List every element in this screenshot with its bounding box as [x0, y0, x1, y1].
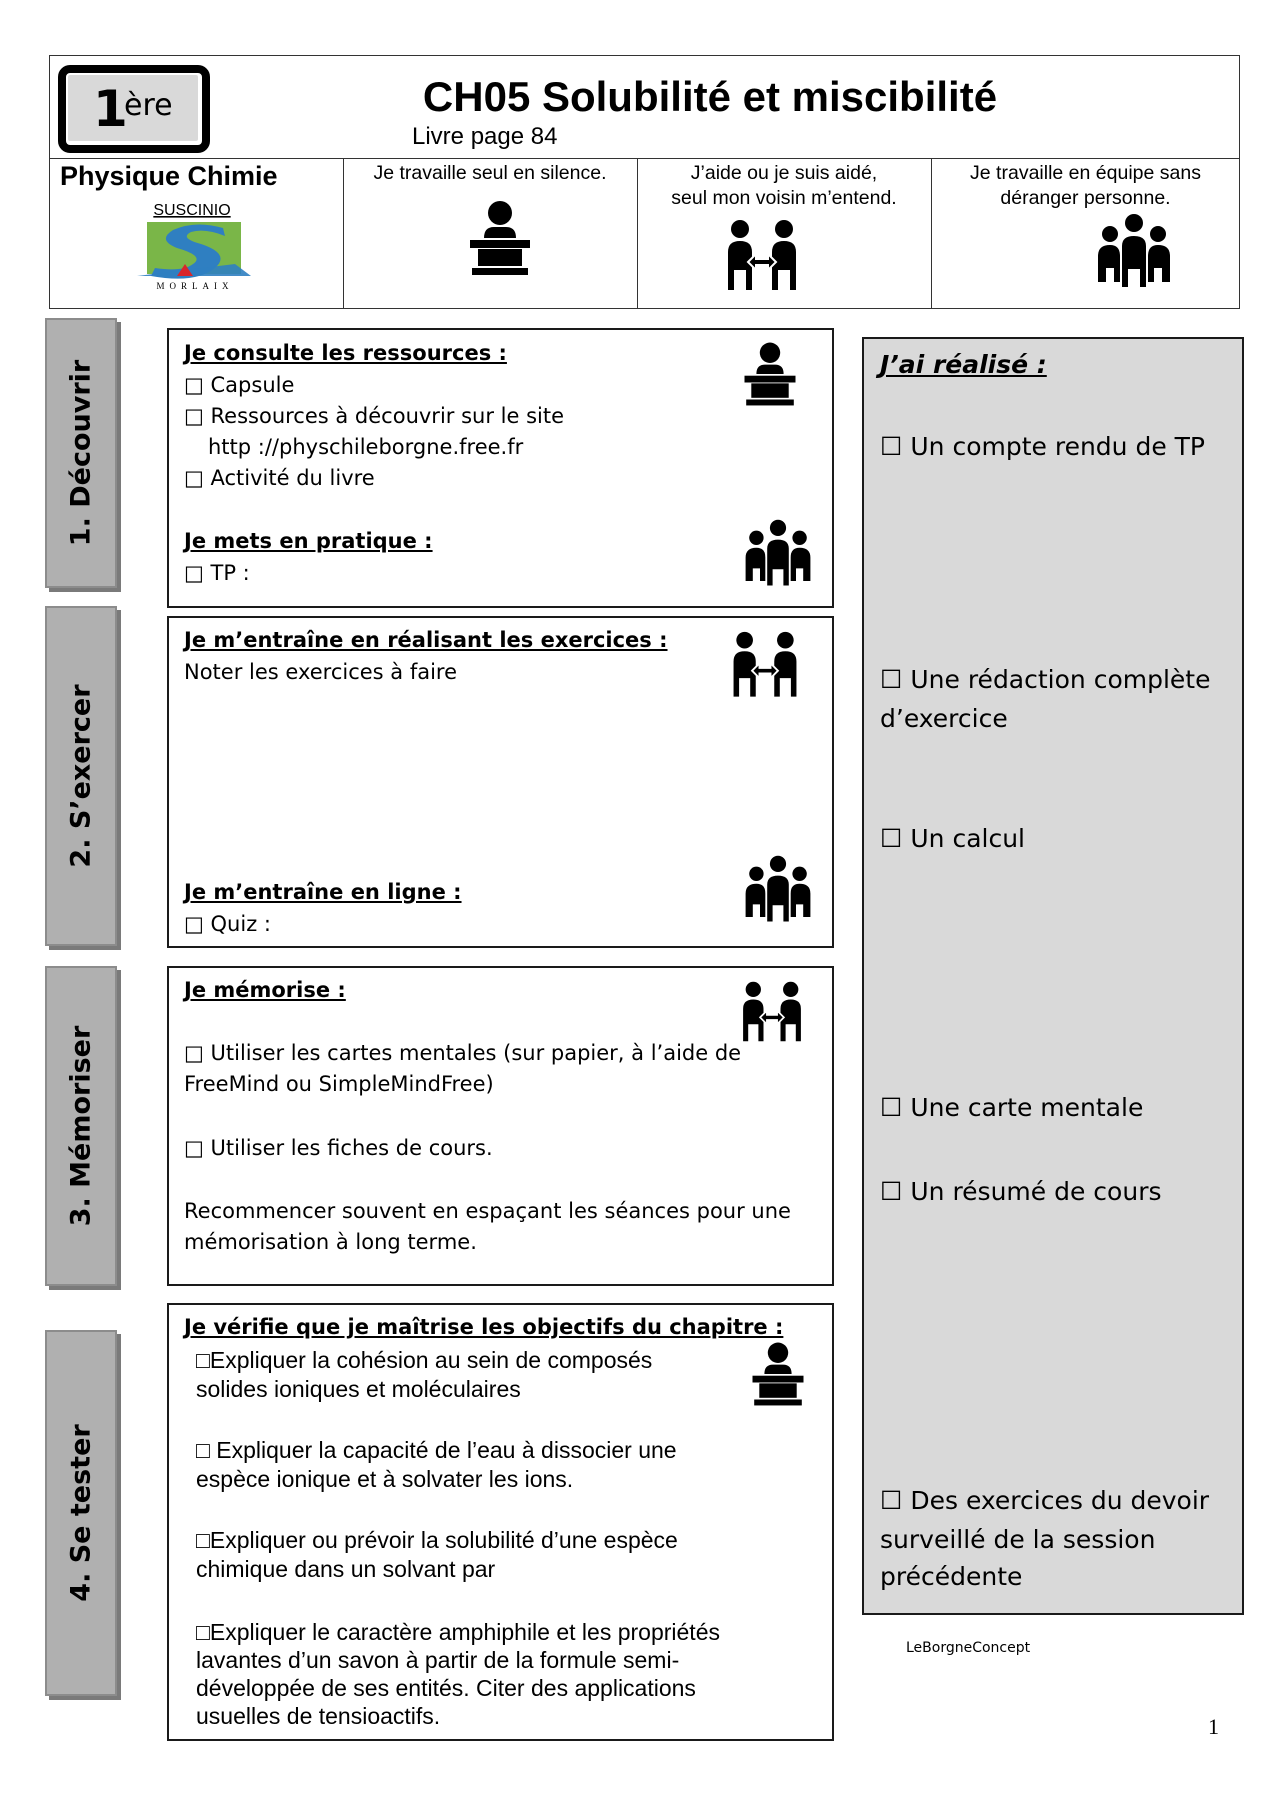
- exercer-heading-online: Je m’entraîne en ligne :: [184, 880, 462, 904]
- checklist-item[interactable]: □ Utiliser les cartes mentales (sur papier, à l’aide de: [184, 1041, 742, 1065]
- exercer-heading-exercises: Je m’entraîne en réalisant les exercices :: [184, 628, 668, 652]
- realise-item[interactable]: ☐ Un résumé de cours: [880, 1177, 1162, 1206]
- checklist-item[interactable]: □ TP :: [184, 561, 250, 585]
- two-people-exchange-icon: [722, 218, 802, 298]
- phase-tab-exercer: [45, 606, 117, 946]
- two-people-exchange-icon: [738, 980, 806, 1048]
- phase-label: 2. S’exercer: [65, 684, 97, 868]
- realise-item[interactable]: ☐ Un compte rendu de TP: [880, 432, 1205, 461]
- group-icon: [742, 518, 814, 590]
- phase-label: 4. Se tester: [65, 1424, 97, 1602]
- checklist-item[interactable]: □ Ressources à découvrir sur le site: [184, 404, 564, 428]
- objective-item[interactable]: □Expliquer le caractère amphiphile et les propriétés: [196, 1619, 720, 1645]
- page-number: 1: [1208, 1714, 1219, 1739]
- objective-item-continued: solides ioniques et moléculaires: [196, 1376, 521, 1402]
- exercises-note: Noter les exercices à faire: [184, 660, 458, 684]
- work-mode-team: [931, 161, 1240, 211]
- decouvrir-heading-resources: Je consulte les ressources :: [184, 341, 507, 365]
- checklist-item[interactable]: □ Utiliser les fiches de cours.: [184, 1136, 493, 1160]
- checklist-item[interactable]: □ Activité du livre: [184, 466, 375, 490]
- objective-item[interactable]: □ Expliquer la capacité de l’eau à dissocier une: [196, 1437, 677, 1463]
- two-people-exchange-icon: [728, 630, 802, 704]
- memoriser-note: Recommencer souvent en espaçant les séances pour une: [184, 1199, 791, 1223]
- logo-text-top: SUSCINIO: [153, 202, 231, 219]
- school-logo: [135, 202, 255, 292]
- realise-item[interactable]: ☐ Une carte mentale: [880, 1093, 1144, 1122]
- person-at-desk-icon: [736, 340, 804, 408]
- realise-item-continued: d’exercice: [880, 704, 1008, 733]
- phase-tab-tester: [45, 1330, 117, 1696]
- person-at-desk-icon: [460, 198, 540, 278]
- realise-item[interactable]: ☐ Une rédaction complète: [880, 665, 1211, 694]
- checklist-item-continued: FreeMind ou SimpleMindFree): [184, 1072, 494, 1096]
- realise-item[interactable]: ☐ Des exercices du devoir: [880, 1486, 1210, 1515]
- group-icon: [1094, 212, 1174, 292]
- realise-item-continued: surveillé de la session: [880, 1525, 1156, 1554]
- realise-item-continued: précédente: [880, 1562, 1023, 1591]
- decouvrir-heading-practice: Je mets en pratique :: [184, 529, 433, 553]
- objective-item-continued: développée de ses entités. Citer des applications: [196, 1675, 696, 1701]
- objective-item-continued: espèce ionique et à solvater les ions.: [196, 1466, 574, 1492]
- realise-heading: J’ai réalisé :: [880, 350, 1047, 379]
- objective-item-continued: chimique dans un solvant par: [196, 1556, 496, 1582]
- objective-item[interactable]: □Expliquer la cohésion au sein de composés: [196, 1347, 653, 1373]
- resource-url: http ://physchileborgne.free.fr: [208, 435, 524, 459]
- subject-label: Physique Chimie: [60, 161, 278, 191]
- tester-heading: Je vérifie que je maîtrise les objectifs du chapitre :: [184, 1315, 784, 1339]
- work-mode-text: Je travaille seul en silence.: [373, 162, 607, 184]
- footer-brand: LeBorgneConcept: [906, 1640, 1031, 1656]
- objective-item-continued: lavantes d’un savon à partir de la formule semi-: [196, 1647, 680, 1673]
- work-mode-text: J’aide ou je suis aidé,: [690, 162, 878, 184]
- objective-item[interactable]: □Expliquer ou prévoir la solubilité d’une espèce: [196, 1527, 678, 1553]
- page-subtitle: Livre page 84: [412, 123, 558, 150]
- memoriser-heading: Je mémorise :: [184, 978, 346, 1002]
- checklist-item[interactable]: □ Quiz :: [184, 912, 271, 936]
- logo-text-bottom: MORLAIX: [156, 281, 234, 291]
- group-icon: [742, 854, 814, 926]
- level-number: 1: [93, 80, 128, 138]
- realise-item[interactable]: ☐ Un calcul: [880, 824, 1025, 853]
- work-mode-text: seul mon voisin m’entend.: [671, 186, 897, 209]
- page-title: CH05 Solubilité et miscibilité: [422, 73, 998, 120]
- person-at-desk-icon: [744, 1340, 812, 1408]
- checklist-item[interactable]: □ Capsule: [184, 373, 295, 397]
- work-mode-text: Je travaille en équipe sans: [970, 162, 1201, 184]
- header-divider: [49, 158, 1240, 159]
- work-mode-text: déranger personne.: [1000, 186, 1171, 209]
- work-mode-solo: [343, 161, 637, 186]
- phase-tab-memoriser: [45, 966, 117, 1286]
- phase-tab-decouvrir: [45, 318, 117, 588]
- memoriser-note: mémorisation à long terme.: [184, 1230, 477, 1254]
- phase-label: 1. Découvrir: [65, 359, 97, 547]
- work-mode-pair: [637, 161, 931, 211]
- objective-item-continued: usuelles de tensioactifs.: [196, 1703, 441, 1729]
- level-suffix: ère: [124, 88, 173, 123]
- realise-panel: [862, 337, 1244, 1615]
- phase-label: 3. Mémoriser: [65, 1025, 97, 1227]
